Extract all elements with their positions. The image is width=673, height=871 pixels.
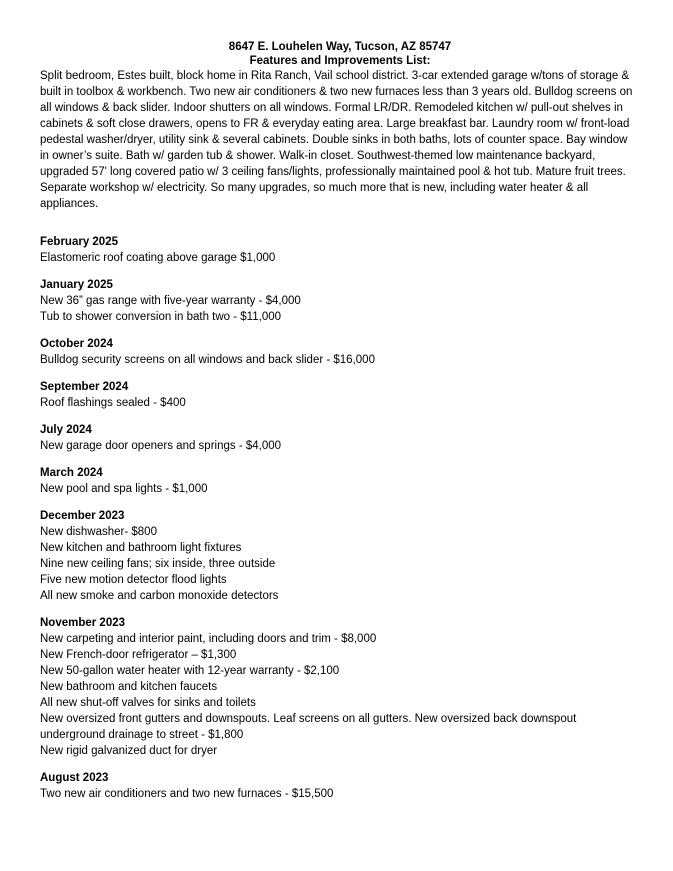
improvement-entry xyxy=(40,770,640,802)
improvement-entry xyxy=(40,508,640,604)
entry-item: Five new motion detector flood lights xyxy=(40,574,227,586)
entry-date: March 2024 xyxy=(40,467,103,479)
document-header xyxy=(40,40,640,68)
improvement-entry xyxy=(40,379,640,411)
entry-item: New carpeting and interior paint, including doors and trim - $8,000 xyxy=(40,633,377,645)
document-page xyxy=(40,40,640,813)
entry-date: October 2024 xyxy=(40,338,113,350)
entry-item: New French-door refrigerator – $1,300 xyxy=(40,649,237,661)
entry-item: Bulldog security screens on all windows and back slider - $16,000 xyxy=(40,354,375,366)
entry-item: Roof flashings sealed - $400 xyxy=(40,397,186,409)
entry-date: November 2023 xyxy=(40,617,126,629)
entry-item: New kitchen and bathroom light fixtures xyxy=(40,542,242,554)
entry-item: New rigid galvanized duct for dryer xyxy=(40,745,218,757)
entry-item: Tub to shower conversion in bath two - $11,000 xyxy=(40,311,282,323)
improvement-entry xyxy=(40,336,640,368)
entry-item: Elastomeric roof coating above garage $1,000 xyxy=(40,252,276,264)
entry-item: Nine new ceiling fans; six inside, three outside xyxy=(40,558,276,570)
entry-item: New 50-gallon water heater with 12-year warranty - $2,100 xyxy=(40,665,340,677)
intro-paragraph: Split bedroom, Estes built, block home in Rita Ranch, Vail school district. 3-car extended garage w/tons of storage & built in toolbox & workbench. Two new air conditioners & two new furnaces less than 3 years old. Bulldog screens on all windows & back slider. Indoor shutters on all windows. Formal LR/DR. Remodeled kitchen w/ pull-out shelves in cabinets & soft close drawers, opens to FR & everyday eating area. Large breakfast bar. Laundry room w/ front-load pedestal washer/dryer, utility sink & several cabinets. Double sinks in both baths, lots of counter space. Bay window in owner’s suite. Bath w/ garden tub & shower. Walk-in closet. Southwest-themed low maintenance backyard, upgraded 57' long covered patio w/ 3 ceiling fans/lights, professionally maintained pool & hot tub. Mature fruit trees. Separate workshop w/ electricity. So many upgrades, so much more that is new, including water heater & all appliances. xyxy=(40,70,633,210)
entry-date: September 2024 xyxy=(40,381,129,393)
improvement-entry xyxy=(40,277,640,325)
improvement-entry xyxy=(40,422,640,454)
improvement-entry xyxy=(40,615,640,759)
entry-item: New garage door openers and springs - $4,000 xyxy=(40,440,282,452)
entry-date: December 2023 xyxy=(40,510,125,522)
features-subtitle: Features and Improvements List: xyxy=(249,55,431,67)
improvements-list xyxy=(40,234,640,802)
entry-item: All new smoke and carbon monoxide detectors xyxy=(40,590,279,602)
entry-item: All new shut-off valves for sinks and toilets xyxy=(40,697,256,709)
entry-item: New pool and spa lights - $1,000 xyxy=(40,483,208,495)
entry-item: New oversized front gutters and downspouts. Leaf screens on all gutters. New oversized back downspout underground drainage to street - $1,800 xyxy=(40,713,577,741)
improvement-entry xyxy=(40,465,640,497)
address-title: 8647 E. Louhelen Way, Tucson, AZ 85747 xyxy=(228,41,452,53)
entry-date: January 2025 xyxy=(40,279,113,291)
entry-item: New bathroom and kitchen faucets xyxy=(40,681,218,693)
entry-date: August 2023 xyxy=(40,772,109,784)
entry-item: New 36” gas range with five-year warranty - $4,000 xyxy=(40,295,301,307)
entry-date: February 2025 xyxy=(40,236,118,248)
entry-date: July 2024 xyxy=(40,424,92,436)
entry-item: New dishwasher- $800 xyxy=(40,526,157,538)
entry-item: Two new air conditioners and two new furnaces - $15,500 xyxy=(40,788,334,800)
improvement-entry xyxy=(40,234,640,266)
